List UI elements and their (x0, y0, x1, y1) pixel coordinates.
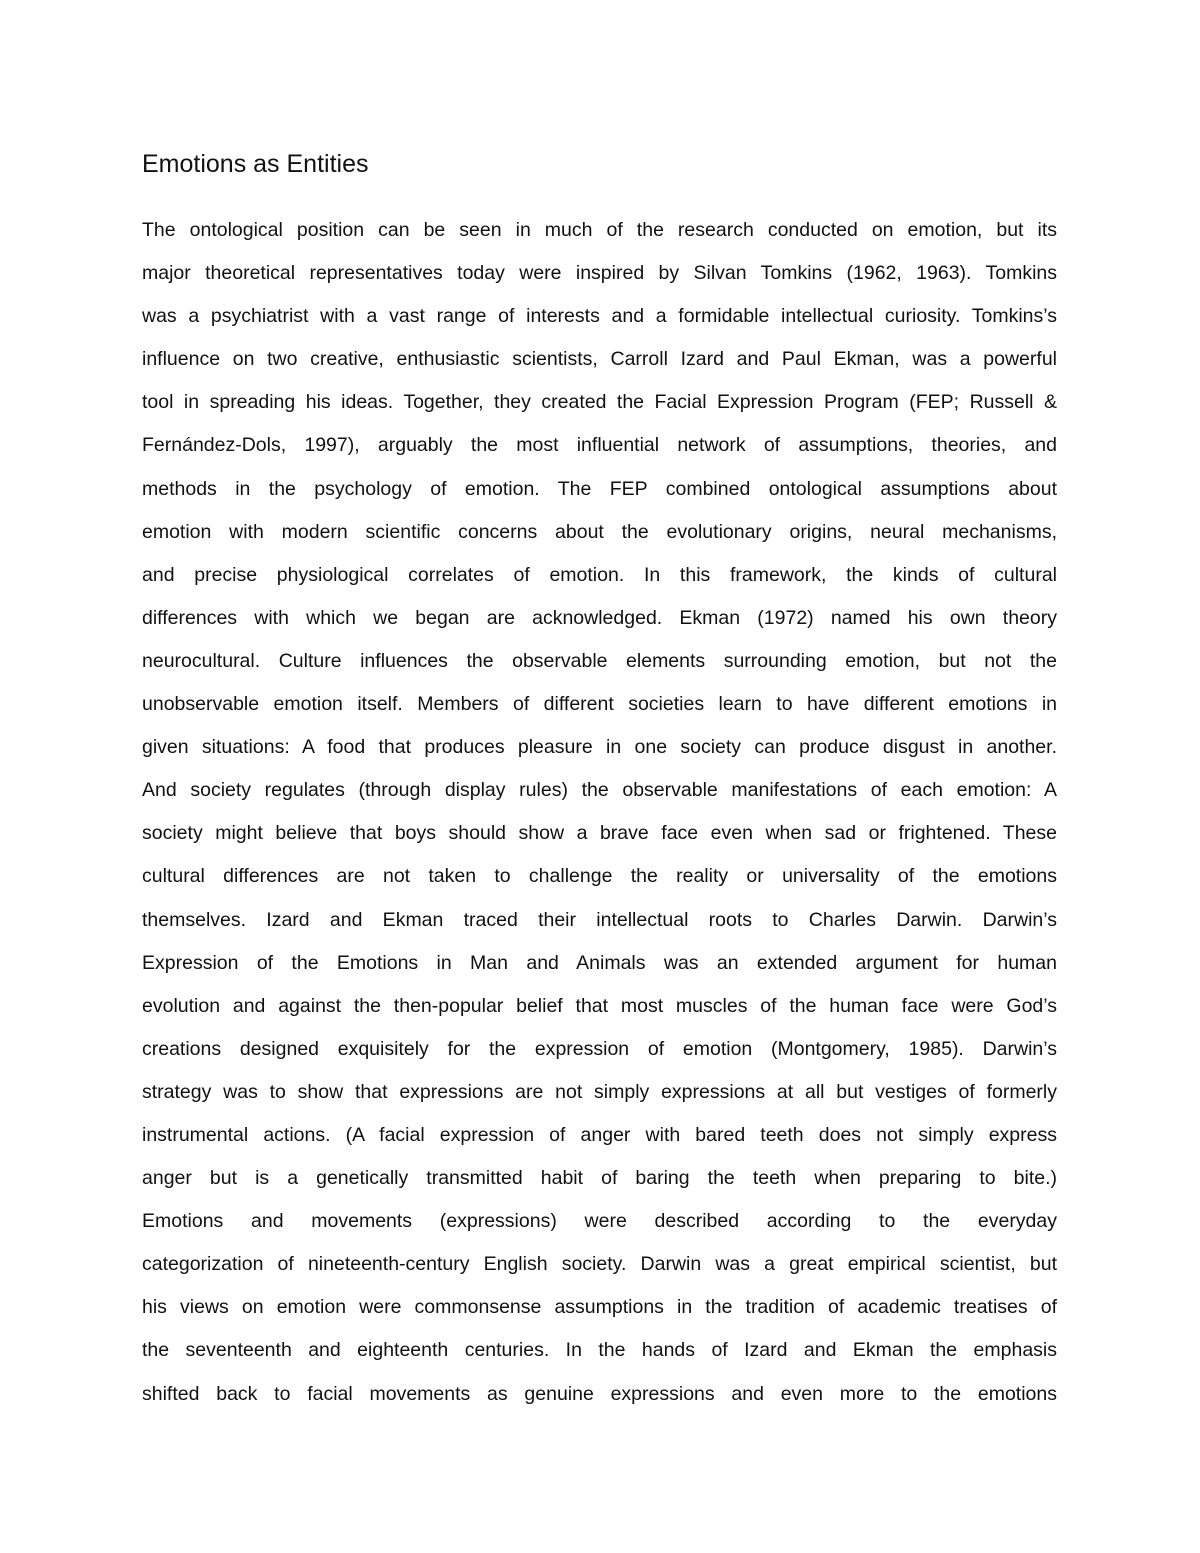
paragraph-line: categorization of nineteenth-century English society. Darwin was a great empirical scientist, but (142, 1253, 1057, 1276)
paragraph-line: cultural differences are not taken to challenge the reality or universality of the emotions (142, 865, 1057, 888)
paragraph-line: and precise physiological correlates of emotion. In this framework, the kinds of cultural (142, 563, 1057, 586)
paragraph-line: influence on two creative, enthusiastic scientists, Carroll Izard and Paul Ekman, was a powerful (142, 348, 1057, 371)
paragraph-line: unobservable emotion itself. Members of different societies learn to have different emotions in (142, 693, 1057, 716)
paragraph-line: evolution and against the then-popular belief that most muscles of the human face were God’s (142, 994, 1057, 1017)
paragraph-line: tool in spreading his ideas. Together, they created the Facial Expression Program (FEP; Russell & (142, 391, 1057, 414)
paragraph-line: major theoretical representatives today were inspired by Silvan Tomkins (1962, 1963). Tomkins (142, 262, 1057, 285)
paragraph-line: Emotions and movements (expressions) were described according to the everyday (142, 1210, 1057, 1233)
paragraph-line: Expression of the Emotions in Man and Animals was an extended argument for human (142, 951, 1057, 974)
paragraph-line: themselves. Izard and Ekman traced their intellectual roots to Charles Darwin. Darwin’s (142, 908, 1057, 931)
paragraph-line: creations designed exquisitely for the expression of emotion (Montgomery, 1985). Darwin’s (142, 1037, 1057, 1060)
paragraph-line: society might believe that boys should show a brave face even when sad or frightened. These (142, 822, 1057, 845)
paragraph-line: The ontological position can be seen in much of the research conducted on emotion, but its (142, 219, 1057, 241)
paragraph-line: Fernández-Dols, 1997), arguably the most influential network of assumptions, theories, and (142, 434, 1057, 457)
paragraph-line: emotion with modern scientific concerns about the evolutionary origins, neural mechanisms, (142, 520, 1057, 543)
paragraph-line: was a psychiatrist with a vast range of interests and a formidable intellectual curiosity. Tomkins’s (142, 305, 1057, 328)
paragraph-line: differences with which we began are acknowledged. Ekman (1972) named his own theory (142, 606, 1057, 629)
body-paragraph (142, 214, 1057, 1421)
paragraph-line: given situations: A food that produces pleasure in one society can produce disgust in another. (142, 736, 1057, 759)
paragraph-line: anger but is a genetically transmitted habit of baring the teeth when preparing to bite.) (142, 1167, 1057, 1190)
paragraph-line: instrumental actions. (A facial expression of anger with bared teeth does not simply express (142, 1123, 1057, 1146)
paragraph-line: strategy was to show that expressions are not simply expressions at all but vestiges of formerly (142, 1080, 1057, 1103)
paragraph-line: the seventeenth and eighteenth centuries. In the hands of Izard and Ekman the emphasis (142, 1339, 1057, 1362)
paragraph-line: neurocultural. Culture influences the observable elements surrounding emotion, but not the (142, 649, 1057, 672)
document-title: Emotions as Entities (142, 150, 369, 178)
paragraph-line: And society regulates (through display rules) the observable manifestations of each emotion: A (142, 779, 1057, 802)
paragraph-line: shifted back to facial movements as genuine expressions and even more to the emotions (142, 1382, 1057, 1405)
paragraph-line: methods in the psychology of emotion. The FEP combined ontological assumptions about (142, 477, 1057, 500)
paragraph-line: his views on emotion were commonsense assumptions in the tradition of academic treatises of (142, 1296, 1057, 1319)
